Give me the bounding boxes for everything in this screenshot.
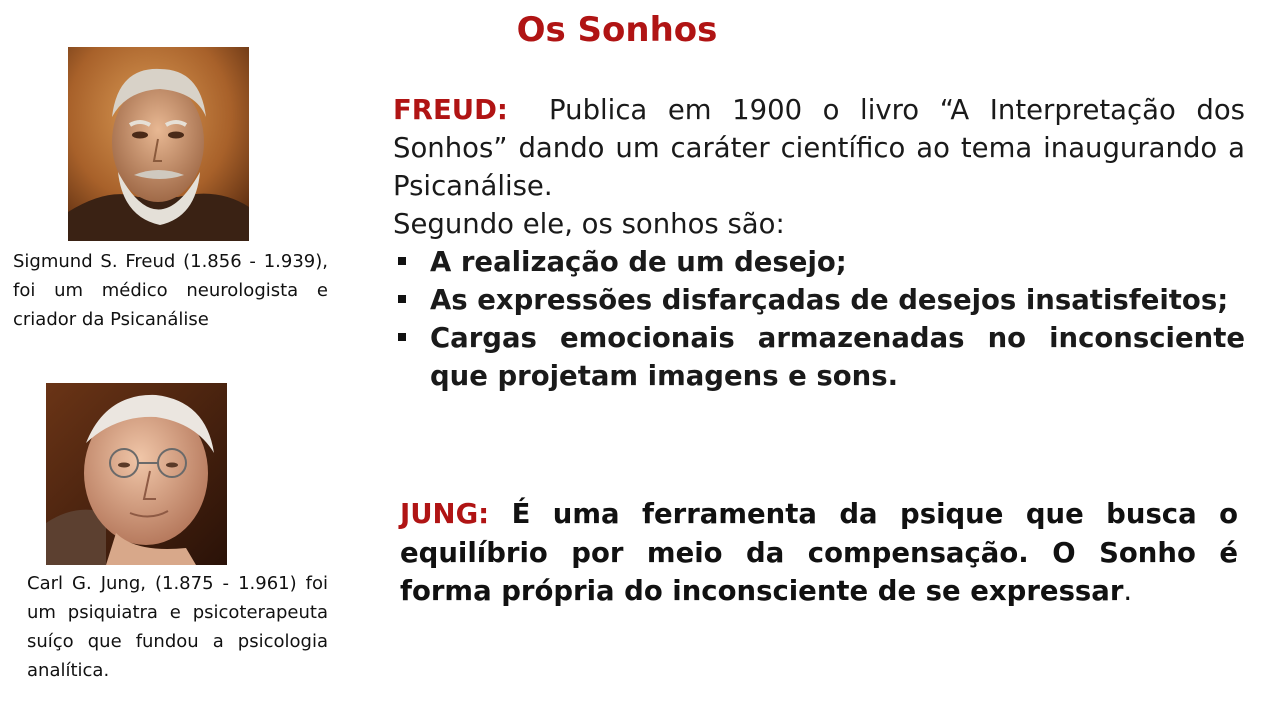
list-item (393, 319, 1245, 395)
bullet-text: A realização de um desejo; (430, 246, 847, 278)
jung-portrait-image (46, 383, 227, 565)
list-item (393, 243, 1245, 281)
square-bullet-icon (398, 295, 406, 303)
bullet-text: Cargas emocionais armazenadas no inconsciente que projetam imagens e sons. (430, 322, 1245, 392)
jung-end-period: . (1123, 575, 1133, 607)
slide-title: Os Sonhos (516, 10, 718, 50)
jung-caption: Carl G. Jung, (1.875 - 1.961) foi um psiquiatra e psicoterapeuta suíço que fundou a psicologia analítica. (27, 573, 328, 681)
freud-portrait-image (68, 47, 249, 241)
square-bullet-icon (398, 333, 406, 341)
bullet-text: As expressões disfarçadas de desejos insatisfeitos; (430, 284, 1229, 316)
jung-label: JUNG: (400, 498, 490, 530)
square-bullet-icon (398, 257, 406, 265)
jung-section (400, 495, 1238, 611)
freud-label: FREUD: (393, 94, 508, 126)
freud-section (393, 91, 1245, 395)
jung-text: É uma ferramenta da psique que busca o equilíbrio por meio da compensação. O Sonho é forma própria do inconsciente de se expressar (400, 498, 1238, 607)
freud-intro-text: Publica em 1900 o livro “A Interpretação dos Sonhos” dando um caráter científico ao tema inaugurando a Psicanálise. (393, 94, 1245, 202)
freud-lead: Segundo ele, os sonhos são: (393, 208, 785, 240)
list-item (393, 281, 1245, 319)
freud-bullet-list (393, 243, 1245, 395)
freud-caption: Sigmund S. Freud (1.856 - 1.939), foi um médico neurologista e criador da Psicanálise (13, 251, 328, 330)
freud-intro-paragraph (393, 91, 1245, 205)
